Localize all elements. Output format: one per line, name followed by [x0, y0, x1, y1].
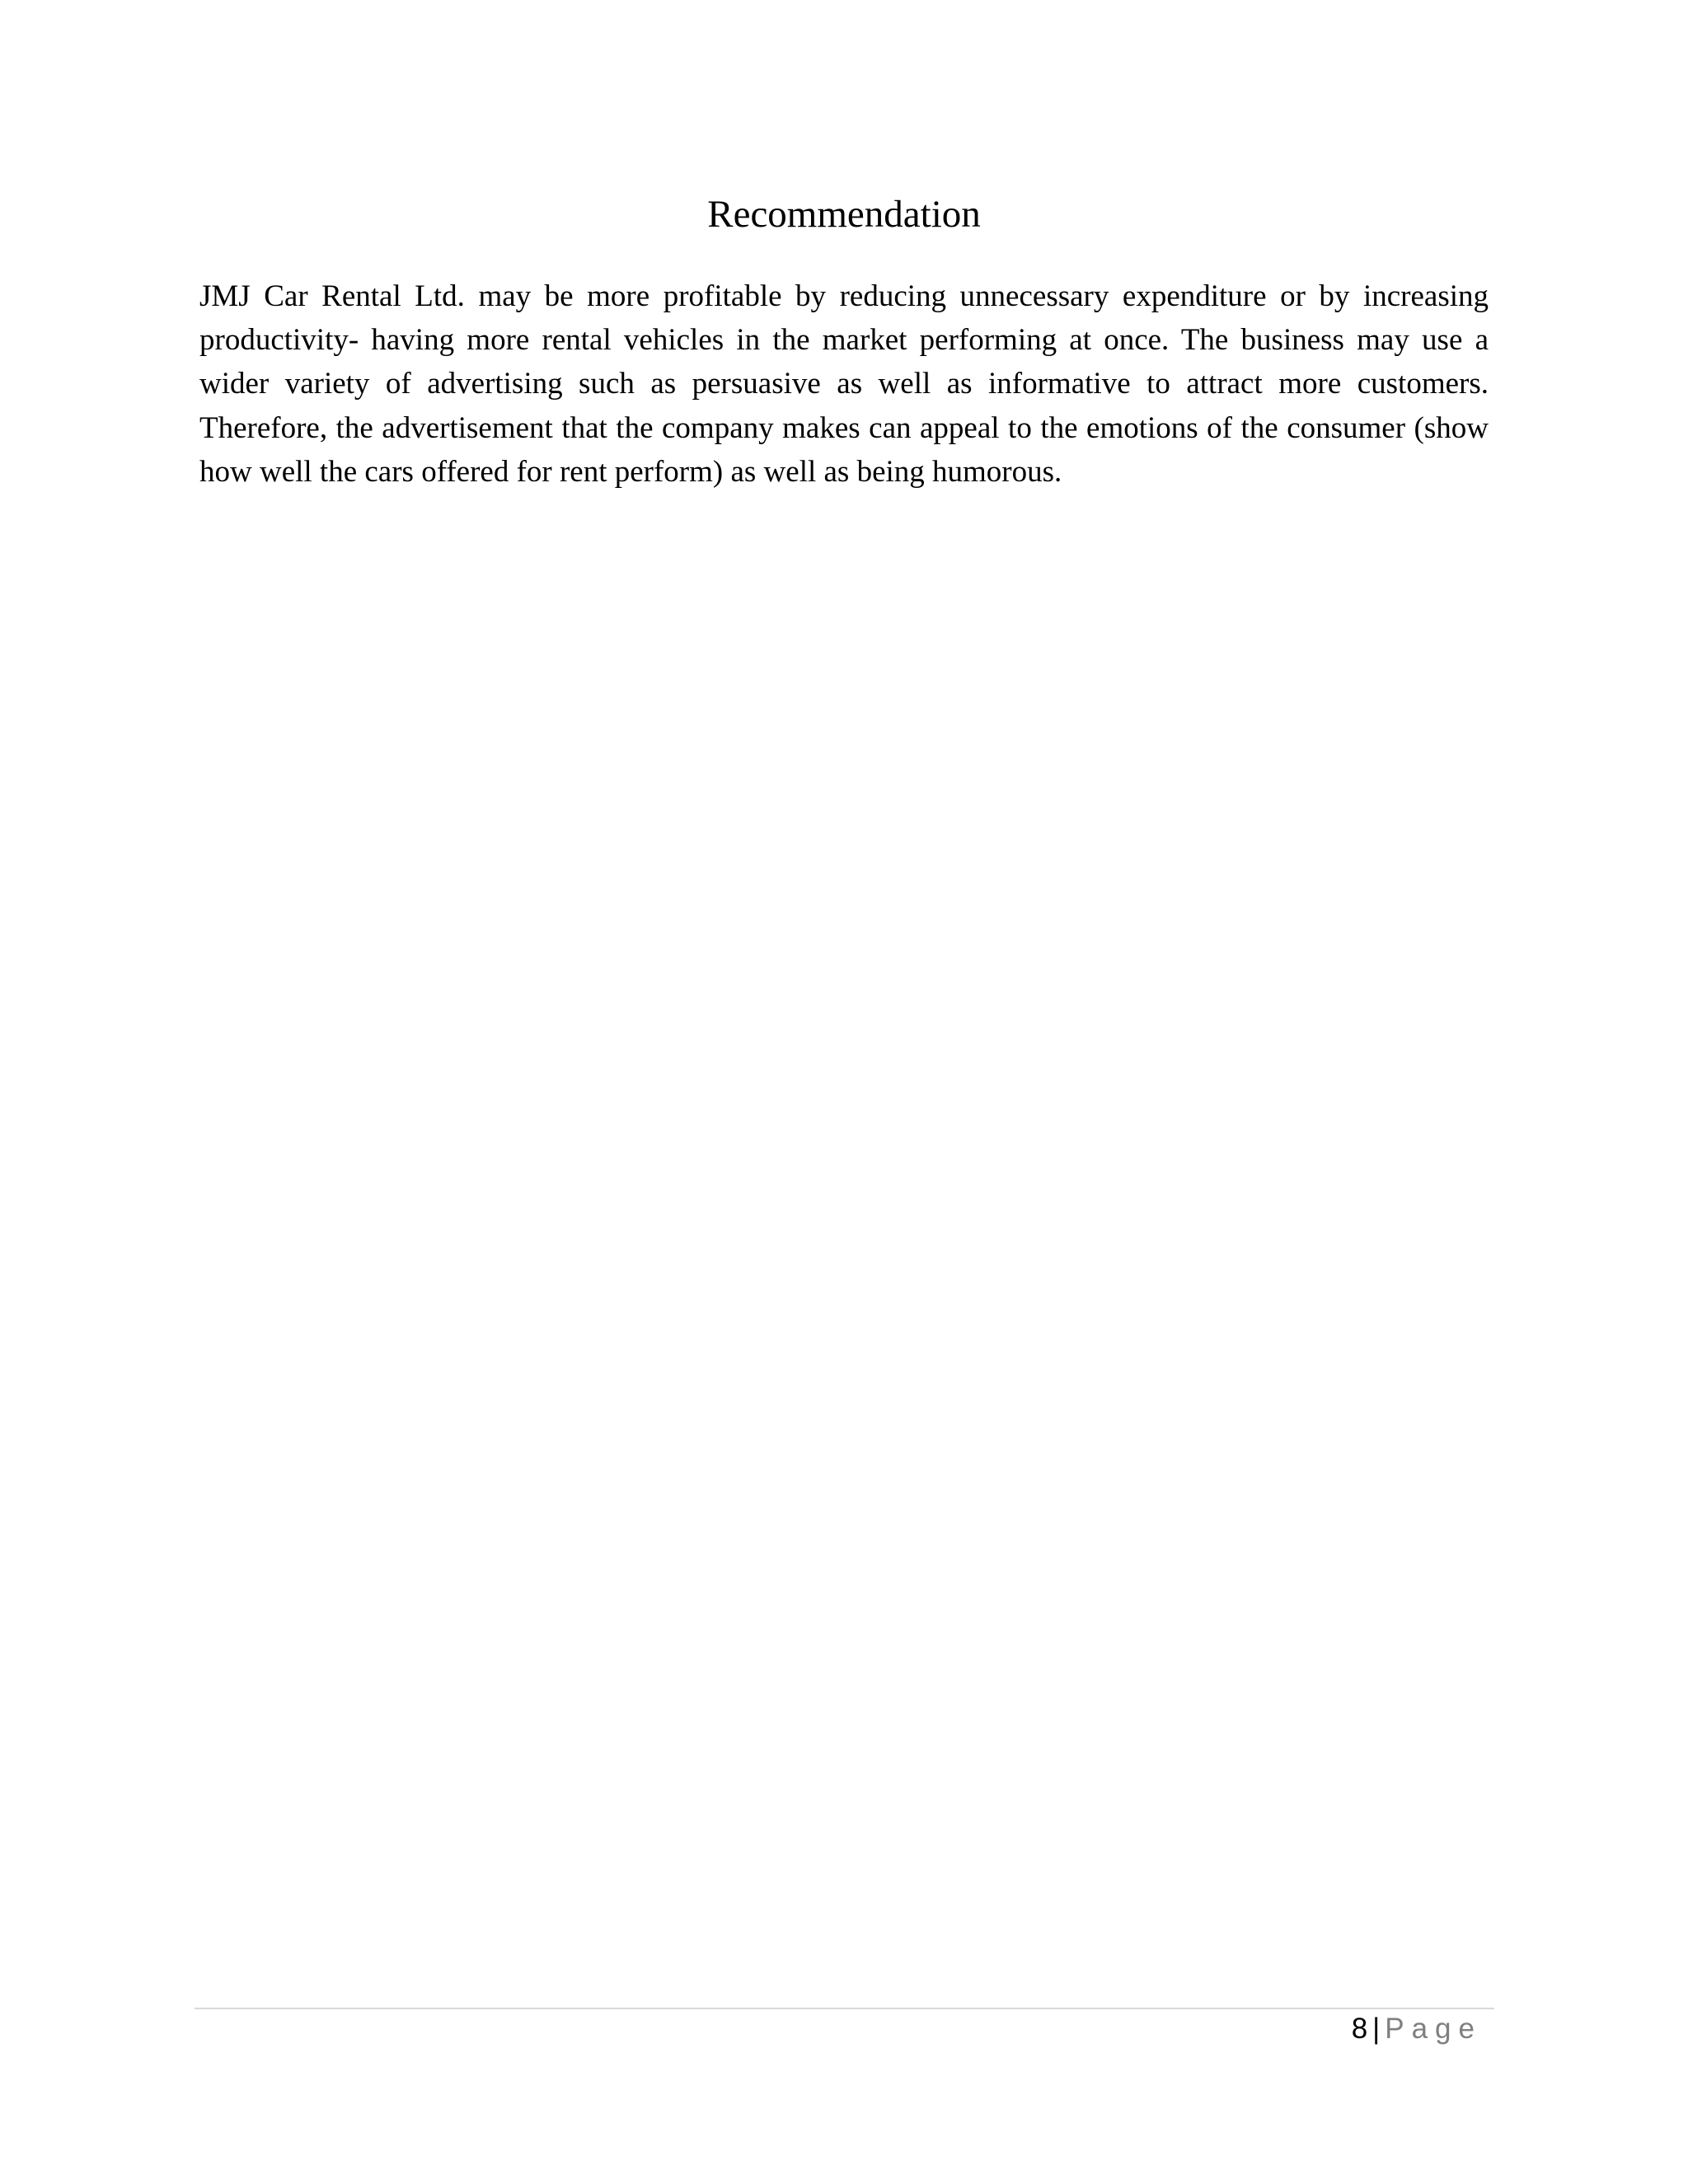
recommendation-paragraph: JMJ Car Rental Ltd. may be more profitable by reducing unnecessary expenditure or by increasing productivity- having more rental vehicles in the market performing at once. The business may use a wider variety of advertising such as persuasive as well as informative to attract more customers. Therefore, the advertisement that the company makes can appeal to the emotions of the consumer (show how well the cars offered for rent perform) as well as being humorous. — [199, 279, 1489, 489]
section-heading: Recommendation — [707, 193, 981, 236]
footer-separator: | — [1372, 2013, 1381, 2045]
page-footer — [1352, 2009, 1482, 2049]
footer-divider — [195, 2008, 1494, 2009]
page-number: 8 — [1351, 2013, 1368, 2045]
page-label: Page — [1385, 2013, 1482, 2045]
